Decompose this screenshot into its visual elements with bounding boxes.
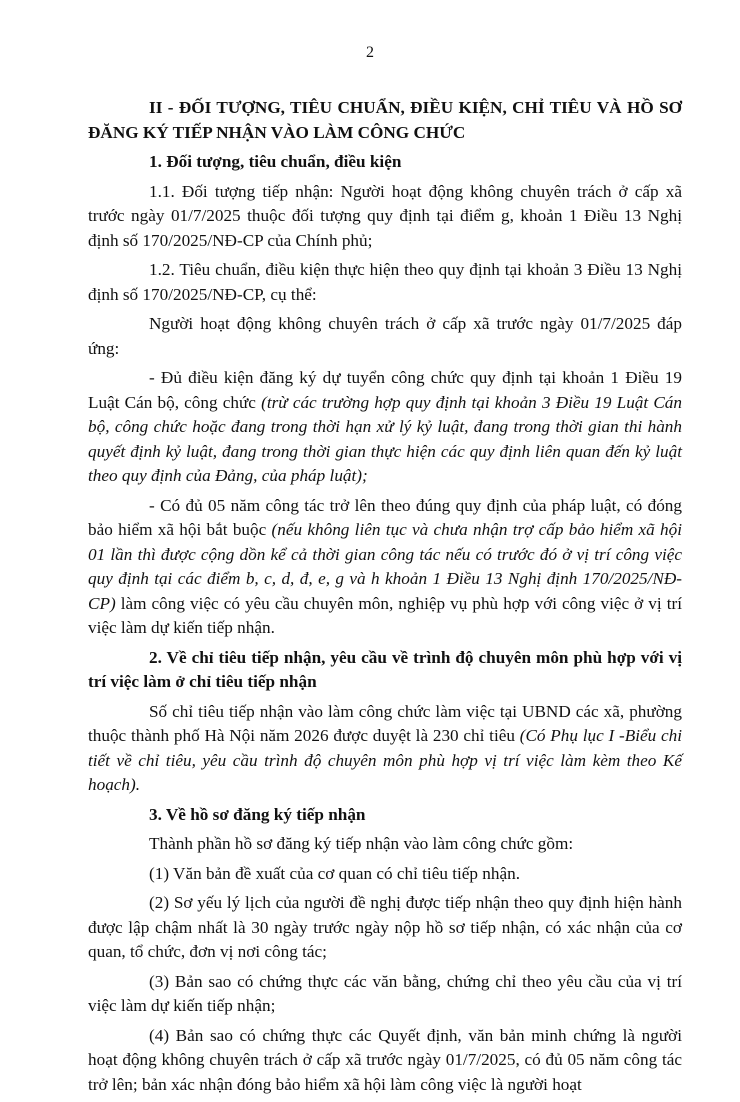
- heading-3: 3. Về hồ sơ đăng ký tiếp nhận: [149, 804, 366, 824]
- item-2: (2) Sơ yếu lý lịch của người đề nghị được tiếp nhận theo quy định hiện hành được lập chậm nhất là 30 ngày trước ngày nộp hồ sơ tiếp nhận, có xác nhận của cơ quan, tổ chức, đơn vị nơi công tác;: [88, 893, 682, 961]
- paragraph-intro: Người hoạt động không chuyên trách ở cấp xã trước ngày 01/7/2025 đáp ứng:: [88, 314, 682, 358]
- item-3: (3) Bản sao có chứng thực các văn bằng, chứng chỉ theo yêu cầu của vị trí việc làm dự kiến tiếp nhận;: [88, 971, 682, 1015]
- paragraph-2-italic: (Có Phụ lục I -Biểu chi tiết về chỉ tiêu, yêu cầu trình độ chuyên môn phù hợp vị trí việc làm kèm theo Kế hoạch).: [88, 726, 682, 794]
- paragraph-3-intro: Thành phần hồ sơ đăng ký tiếp nhận vào làm công chức gồm:: [149, 834, 574, 853]
- bullet-2-text: - Có đủ 05 năm công tác trở lên theo đúng quy định của pháp luật, có đóng bảo hiểm xã hội bắt buộc: [88, 495, 682, 539]
- bullet-1: [88, 366, 682, 489]
- heading-2: 2. Về chỉ tiêu tiếp nhận, yêu cầu về trình độ chuyên môn phù hợp với vị trí việc làm ở chỉ tiêu tiếp nhận: [88, 647, 682, 691]
- bullet-1-text: - Đủ điều kiện đăng ký dự tuyển công chức quy định tại khoản 1 Điều 19 Luật Cán bộ, công chức: [88, 368, 682, 412]
- document-body: [88, 96, 682, 1102]
- bullet-2: [88, 494, 682, 641]
- heading-1: 1. Đối tượng, tiêu chuẩn, điều kiện: [149, 152, 402, 171]
- paragraph-1-2: 1.2. Tiêu chuẩn, điều kiện thực hiện theo quy định tại khoản 3 Điều 13 Nghị định số 170/2025/NĐ-CP, cụ thể:: [88, 260, 682, 304]
- paragraph-2-text: Số chỉ tiêu tiếp nhận vào làm công chức làm việc tại UBND các xã, phường thuộc thành phố Hà Nội năm 2026 được duyệt là 230 chỉ tiêu: [88, 701, 682, 745]
- paragraph-2: [88, 700, 682, 798]
- item-1: (1) Văn bản đề xuất của cơ quan có chỉ tiêu tiếp nhận.: [149, 863, 521, 883]
- bullet-2-tail: làm công việc có yêu cầu chuyên môn, nghiệp vụ phù hợp với công việc ở vị trí việc làm dự kiến tiếp nhận.: [88, 593, 682, 637]
- page-number: 2: [366, 44, 374, 61]
- bullet-1-italic: (trừ các trường hợp quy định tại khoản 3 Điều 19 Luật Cán bộ, công chức hoặc đang trong thời hạn xử lý kỷ luật, đang trong thời gian thi hành quyết định kỷ luật, đang trong thời gian thực hiện các quy định liên quan đến kỷ luật theo quy định của Đảng, của pháp luật);: [88, 392, 682, 485]
- section-title: II - ĐỐI TƯỢNG, TIÊU CHUẨN, ĐIỀU KIỆN, CHỈ TIÊU VÀ HỒ SƠ ĐĂNG KÝ TIẾP NHẬN VÀO LÀM CÔNG CHỨC: [88, 98, 682, 142]
- item-4: (4) Bản sao có chứng thực các Quyết định, văn bản minh chứng là người hoạt động không chuyên trách ở cấp xã trước ngày 01/7/2025, có đủ 05 năm công tác trở lên; bản xác nhận đóng bảo hiểm xã hội làm công việc là người hoạt: [88, 1025, 682, 1094]
- bullet-2-italic: (nếu không liên tục và chưa nhận trợ cấp bảo hiểm xã hội 01 lần thì được cộng dồn kể cả thời gian công tác nếu có trước đó ở vị trí công việc quy định tại các điểm b, c, d, đ, e, g và h khoản 1 Điều 13 Nghị định 170/2025/NĐ-CP): [88, 520, 682, 613]
- paragraph-1-1: 1.1. Đối tượng tiếp nhận: Người hoạt động không chuyên trách ở cấp xã trước ngày 01/7/2025 thuộc đối tượng quy định tại điểm g, khoản 1 Điều 13 Nghị định số 170/2025/NĐ-CP của Chính phủ;: [88, 181, 682, 250]
